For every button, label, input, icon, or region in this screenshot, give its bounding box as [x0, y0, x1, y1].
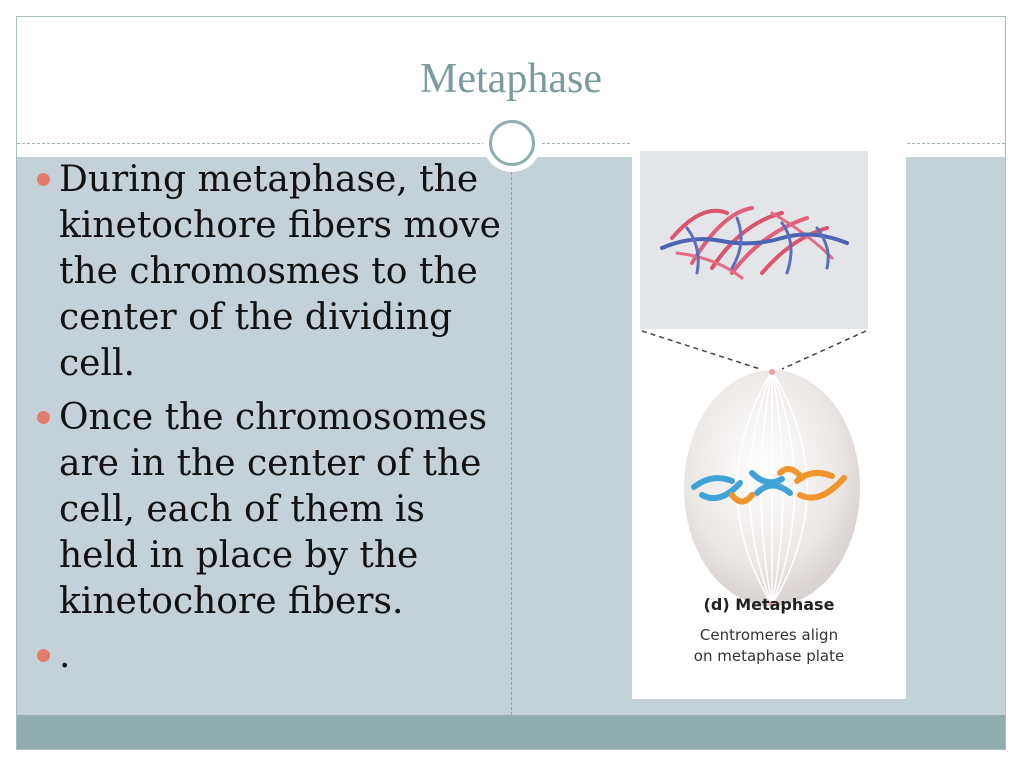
metaphase-figure: [632, 143, 906, 699]
figure-caption-text: [632, 625, 906, 667]
bullet-text: During metaphase, the kinetochore fibers move the chromosmes to the center of the dividing cell.: [59, 159, 501, 384]
figure-caption-title: (d) Metaphase: [703, 595, 835, 614]
metaphase-illustration: [632, 143, 906, 699]
caption-line: Centromeres align: [699, 626, 839, 644]
slide-title: Metaphase: [420, 56, 602, 102]
bullet-text: .: [59, 635, 71, 676]
footer-bar: [17, 715, 1005, 750]
slide: [16, 16, 1006, 750]
bullet-text: Once the chromosomes are in the center of the cell, each of them is held in place by the kinetochore fibers.: [59, 397, 488, 622]
caption-line: on metaphase plate: [693, 647, 845, 665]
